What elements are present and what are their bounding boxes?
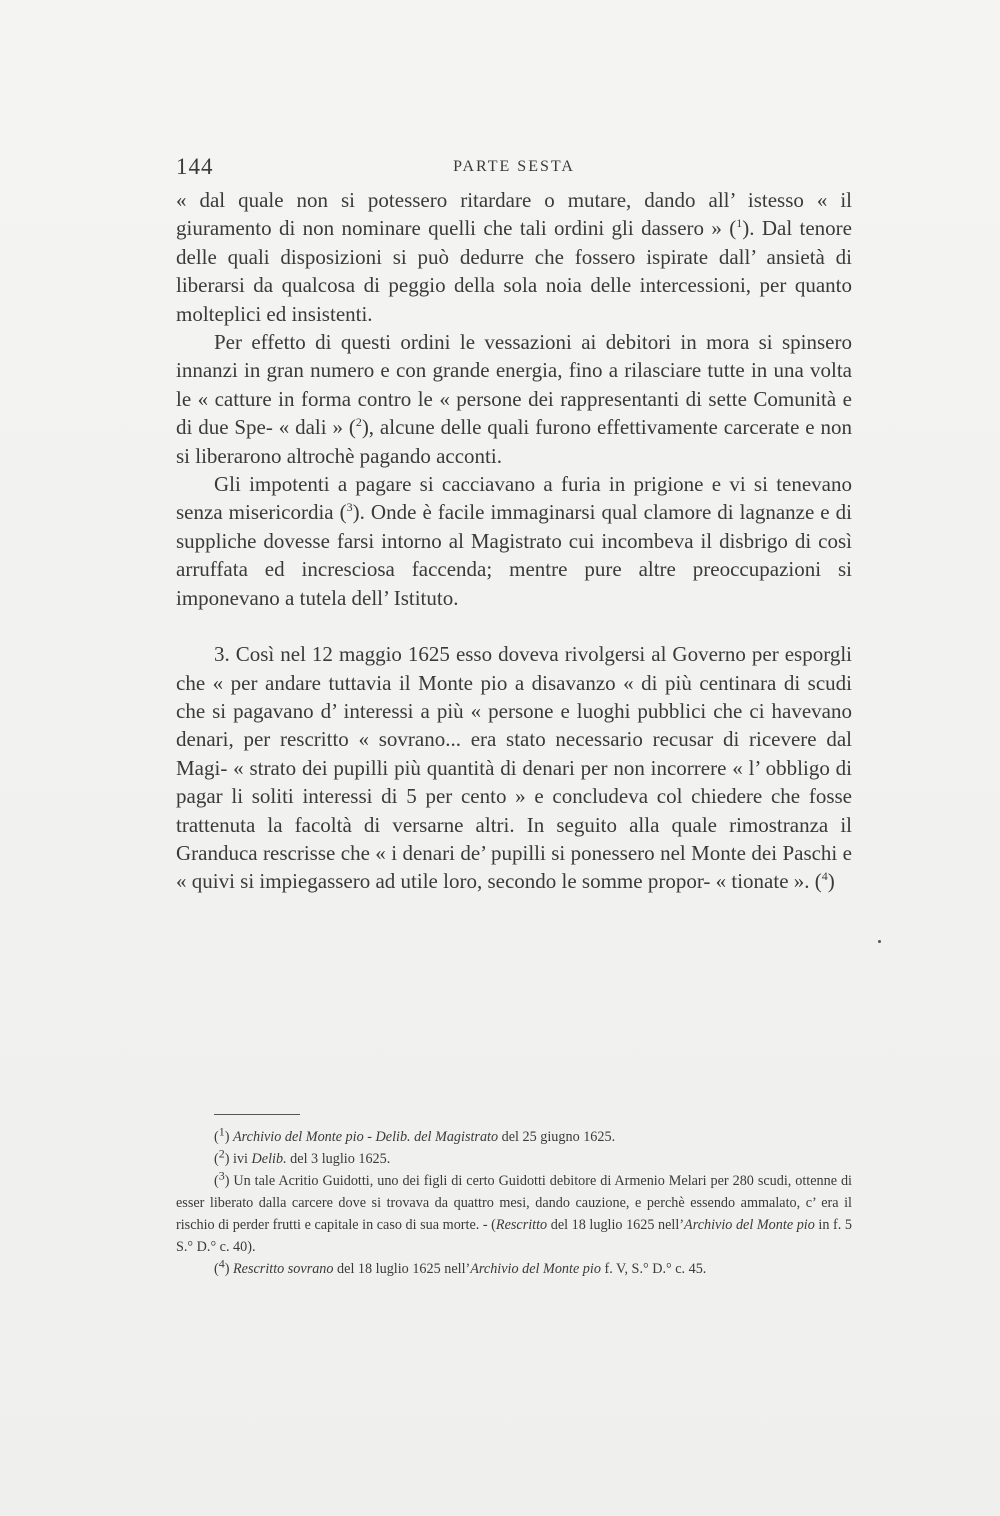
footnote-text: del 25 giugno 1625. <box>498 1129 616 1145</box>
page-header <box>176 154 852 184</box>
footnote-mark: 1 <box>218 1124 225 1139</box>
footnote-mark: 2 <box>218 1146 225 1161</box>
footnote-mark: 3 <box>218 1168 225 1183</box>
main-text <box>176 186 852 896</box>
footnote-text: - <box>363 1129 376 1145</box>
footnote-divider <box>214 1114 300 1115</box>
footnotes <box>176 1126 852 1280</box>
footnote-text: ivi <box>233 1151 252 1167</box>
footnote-text: in f. 5 S.° D.° c. 40). <box>176 1217 852 1255</box>
paragraph-text: 3. Così nel 12 maggio 1625 esso doveva rivolgersi al Governo per esporgli che « per andare tuttavia il Monte pio a disavanzo « di più centinara di scudi che si pagavano d’ interessi a più « persone e luoghi pubblici che ci havevano denari, per rescritto « sovrano... era stato necessario recusar di ricevere dal Magi- « strato dei pupilli più quantità di denari per non incorrere « l’ obbligo di pagar li soliti interessi di 5 per cento » e concludeva col chiedere che fosse trattenuta la facoltà di versarne altri. In seguito alla quale rimostranza il Granduca rescrisse che « i denari de’ pupilli si ponessero nel Monte dei Paschi e « quivi si impiegassero ad utile loro, secondo le somme propor- « tionate ». ( <box>176 642 852 894</box>
paragraph-1 <box>176 186 852 328</box>
paragraph-text: ). Dal tenore delle quali disposizioni si può dedurre che fossero ispirate dall’ ansietà di liberarsi da qualcosa di peggio della sola noia delle intercessioni, per quanto molteplici ed insistenti. <box>176 216 852 326</box>
paragraph-4 <box>176 640 852 896</box>
footnote-text: f. V, S.° D.° c. 45. <box>600 1261 707 1277</box>
footnote-italic: Rescritto <box>495 1217 548 1233</box>
footnote-italic: Delib. del Magistrato <box>375 1129 499 1145</box>
footnote-1: ($^1$) Archivio del Monte pio - Delib. del Magistrato del 25 giugno 1625. <box>214 1124 616 1145</box>
paragraph-text: ) <box>827 869 835 894</box>
footnote-text: Un tale Acritio Guidotti, uno dei figli di certo Guidotti debitore di Armenio Melari per 280 scudi, ottenne di esser liberato dalla carcere dove si trovava da quattro mesi, dando cauzione, e perchè essendo ammalato, c’ era il rischio di perder frutti e capitale in caso di sua morte. - ( <box>176 1173 852 1233</box>
footnote-text: del 18 luglio 1625 nell’ <box>333 1261 471 1277</box>
footnote-4: ($^4$) Rescritto sovrano del 18 luglio 1625 nell’Archivio del Monte pio f. V, S.° D.° c. 45. <box>214 1256 707 1277</box>
footnote-ref-1: 1 <box>736 216 743 231</box>
footnote-text: del 18 luglio 1625 nell’ <box>547 1217 685 1233</box>
running-title: PARTE SESTA <box>453 158 575 175</box>
footnote-mark: 4 <box>218 1256 225 1271</box>
paragraph-2 <box>176 328 852 470</box>
footnote-italic: Delib. <box>251 1151 287 1167</box>
paragraph-text: Per effetto di questi ordini le vessazioni ai debitori in mora si spinsero innanzi in gran numero e con grande energia, fino a rilasciare tutte in una volta le « catture in forma contro le « persone dei rappresentanti di sette Comunità e di due Spe- « dali » ( <box>176 330 852 440</box>
paragraph-text: « dal quale non si potessero ritardare o mutare, dando all’ istesso « il giuramento di non nominare quelli che tali ordini gli dassero » ( <box>176 188 852 241</box>
footnote-ref-2: 2 <box>355 415 362 430</box>
footnote-text: del 3 luglio 1625. <box>286 1151 391 1167</box>
footnote-ref-3: 3 <box>346 500 353 515</box>
footnote-2: ($^2$) ivi Delib. del 3 luglio 1625. <box>214 1146 391 1167</box>
paragraph-text: ), alcune delle quali furono effettivamente carcerate e non si liberarono altrochè pagando acconti. <box>176 415 852 468</box>
page-number: 144 <box>176 154 214 179</box>
paragraph-text: ). Onde è facile immaginarsi qual clamore di lagnanze e di suppliche dovesse farsi intorno al Magistrato cui incombeva il disbrigo di così arruffata ed incresciosa faccenda; mentre pure altre preoccupazioni si imponevano a tutela dell’ Istituto. <box>176 500 852 610</box>
footnote-italic: Archivio del Monte pio <box>684 1217 815 1233</box>
footnote-italic: Archivio del Monte pio <box>470 1261 601 1277</box>
paragraph-3 <box>176 470 852 612</box>
footnote-3: ($^3$) Un tale Acritio Guidotti, uno dei figli di certo Guidotti debitore di Armenio Melari per 280 scudi, ottenne di esser liberato dalla carcere dove si trovava da quattro mesi, dando cauzione, e perchè essendo ammalato, c’ era il rischio di perder frutti e capitale in caso di sua morte. - (Rescritto del 18 luglio 1625 nell’Archivio del Monte pio in f. 5 S.° D.° c. 40). <box>176 1168 852 1255</box>
footnote-italic: Archivio del Monte pio <box>233 1129 364 1145</box>
footnote-italic: Rescritto sovrano <box>233 1261 334 1277</box>
footnote-ref-4: 4 <box>821 869 828 884</box>
print-speck <box>878 940 881 943</box>
paragraph-text: Gli impotenti a pagare si cacciavano a furia in prigione e vi si tenevano senza misericordia ( <box>176 472 852 525</box>
